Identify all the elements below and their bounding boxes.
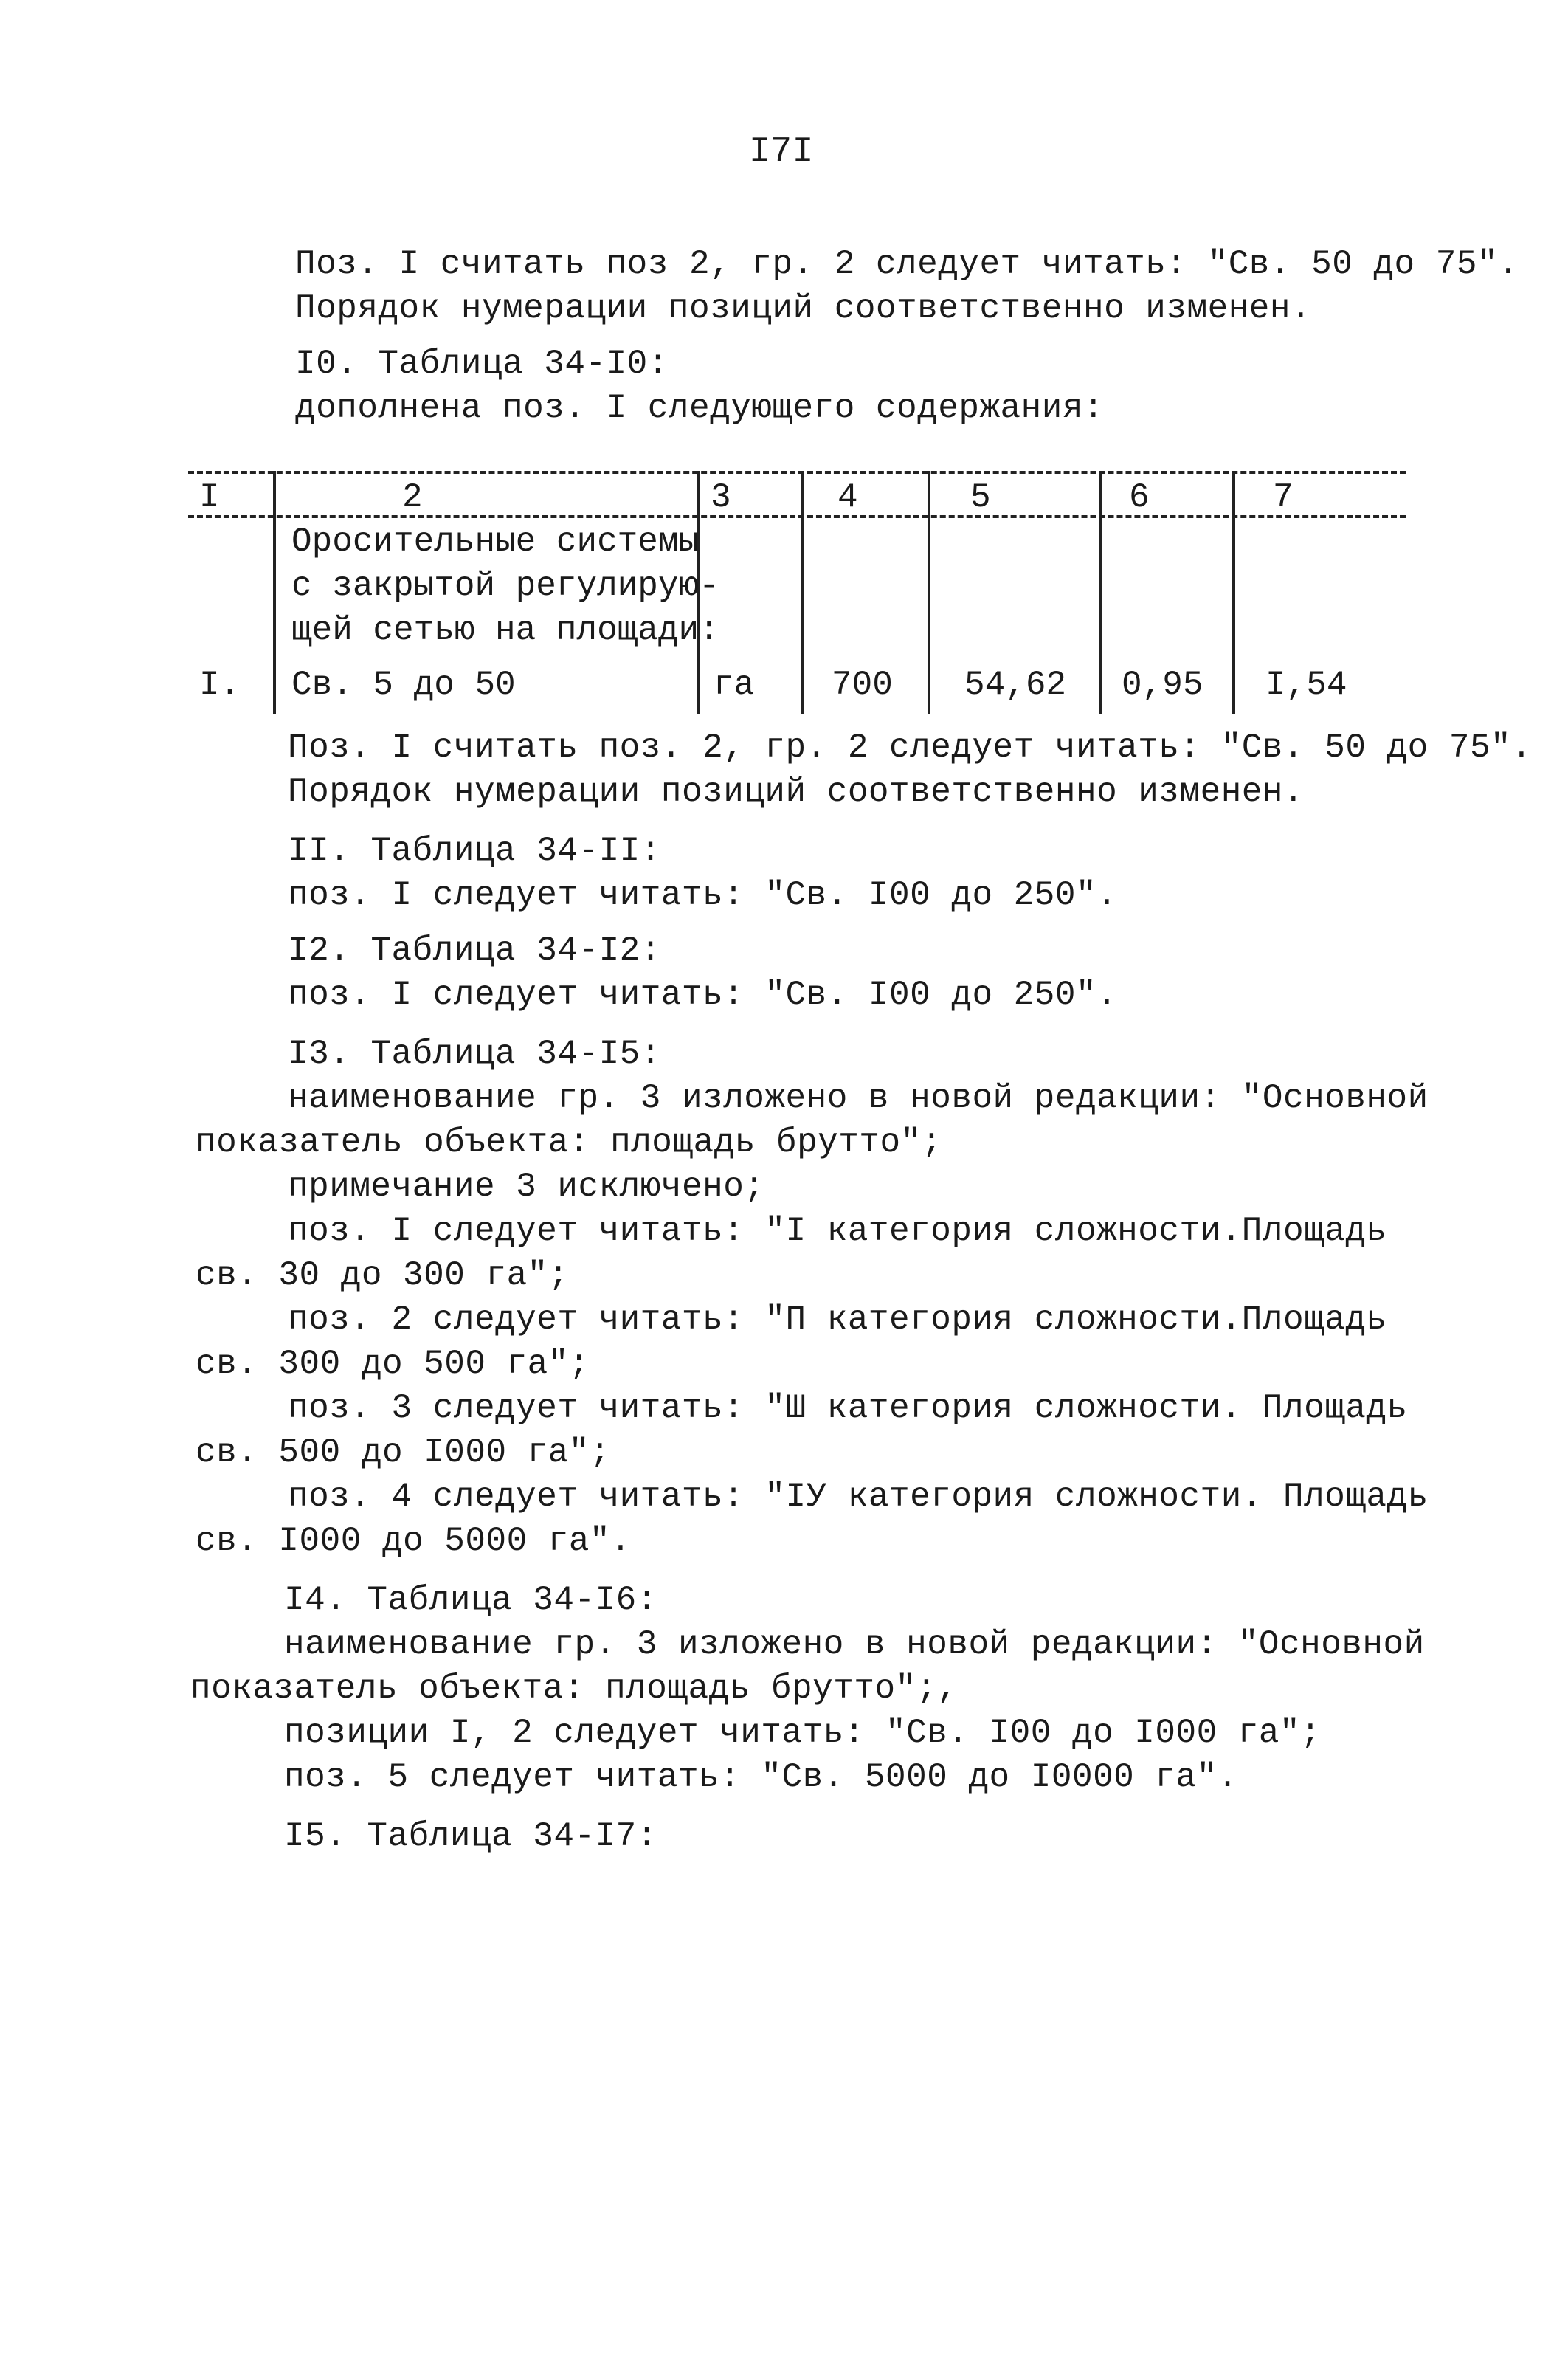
- paragraph-line: св. I000 до 5000 га".: [196, 1522, 632, 1560]
- table-cell-value: 0,95: [1122, 666, 1203, 704]
- paragraph-line: св. 300 до 500 га";: [196, 1345, 590, 1383]
- paragraph-line: показатель объекта: площадь брутто";,: [190, 1670, 958, 1708]
- paragraph-line: Порядок нумерации позиций соответственно изменен.: [295, 289, 1312, 328]
- table-column-divider: [1232, 471, 1235, 714]
- paragraph-line: показатель объекта: площадь брутто";: [196, 1123, 942, 1162]
- paragraph-line: дополнена поз. I следующего содержания:: [295, 389, 1105, 427]
- table-header: 4: [837, 478, 858, 517]
- section-title: I0. Таблица 34-I0:: [295, 345, 669, 383]
- paragraph-line: поз. 3 следует читать: "Ш категория сложности. Площадь: [288, 1389, 1408, 1427]
- page-number: I7I: [749, 132, 814, 172]
- table-cell-value: 700: [832, 666, 893, 704]
- table-header: 5: [970, 478, 991, 517]
- table-description-line: с закрытой регулирую-: [291, 567, 719, 605]
- paragraph-line: наименование гр. 3 изложено в новой редакции: "Основной: [284, 1625, 1425, 1664]
- paragraph-line: поз. 4 следует читать: "IУ категория сложности. Площадь: [288, 1478, 1429, 1516]
- table-top-rule: [188, 471, 1406, 474]
- paragraph-line: поз. I следует читать: "Св. I00 до 250".: [288, 876, 1118, 914]
- paragraph-line: св. 500 до I000 га";: [196, 1433, 611, 1472]
- table-cell-value: I,54: [1265, 666, 1347, 704]
- section-title: I3. Таблица 34-I5:: [288, 1035, 661, 1073]
- table-cell-unit: га: [714, 666, 755, 704]
- inserted-table: [188, 450, 1406, 723]
- paragraph-line: Поз. I считать поз. 2, гр. 2 следует читать: "Св. 50 до 75".: [288, 728, 1533, 767]
- table-column-divider: [1099, 471, 1102, 714]
- table-header-rule: [188, 515, 1406, 518]
- table-header: I: [199, 478, 220, 517]
- section-title: I5. Таблица 34-I7:: [284, 1817, 657, 1856]
- table-column-divider: [801, 471, 804, 714]
- table-header: 2: [402, 478, 423, 517]
- paragraph-line: Поз. I считать поз 2, гр. 2 следует читать: "Св. 50 до 75".: [295, 245, 1519, 283]
- table-cell-position: I.: [199, 666, 241, 704]
- table-description-line: щей сетью на площади:: [291, 611, 719, 650]
- section-title: I2. Таблица 34-I2:: [288, 931, 661, 970]
- table-header: 6: [1129, 478, 1150, 517]
- table-column-divider: [928, 471, 930, 714]
- section-title: II. Таблица 34-II:: [288, 832, 661, 870]
- table-column-divider: [273, 471, 276, 714]
- paragraph-line: примечание 3 исключено;: [288, 1168, 765, 1206]
- table-header: 7: [1273, 478, 1294, 517]
- paragraph-line: поз. 2 следует читать: "П категория сложности.Площадь: [288, 1300, 1387, 1339]
- paragraph-line: св. 30 до 300 га";: [196, 1256, 569, 1295]
- table-description-line: Оросительные системы: [291, 523, 700, 561]
- paragraph-line: наименование гр. 3 изложено в новой редакции: "Основной: [288, 1079, 1429, 1117]
- table-header: 3: [711, 478, 731, 517]
- section-title: I4. Таблица 34-I6:: [284, 1581, 657, 1619]
- paragraph-line: позиции I, 2 следует читать: "Св. I00 до I000 га";: [284, 1714, 1322, 1752]
- paragraph-line: поз. I следует читать: "Св. I00 до 250".: [288, 976, 1118, 1014]
- table-cell-name: Св. 5 до 50: [291, 666, 516, 704]
- paragraph-line: поз. 5 следует читать: "Св. 5000 до I0000 га".: [284, 1758, 1238, 1796]
- paragraph-line: поз. I следует читать: "I категория сложности.Площадь: [288, 1212, 1387, 1250]
- table-cell-value: 54,62: [964, 666, 1067, 704]
- paragraph-line: Порядок нумерации позиций соответственно изменен.: [288, 773, 1305, 811]
